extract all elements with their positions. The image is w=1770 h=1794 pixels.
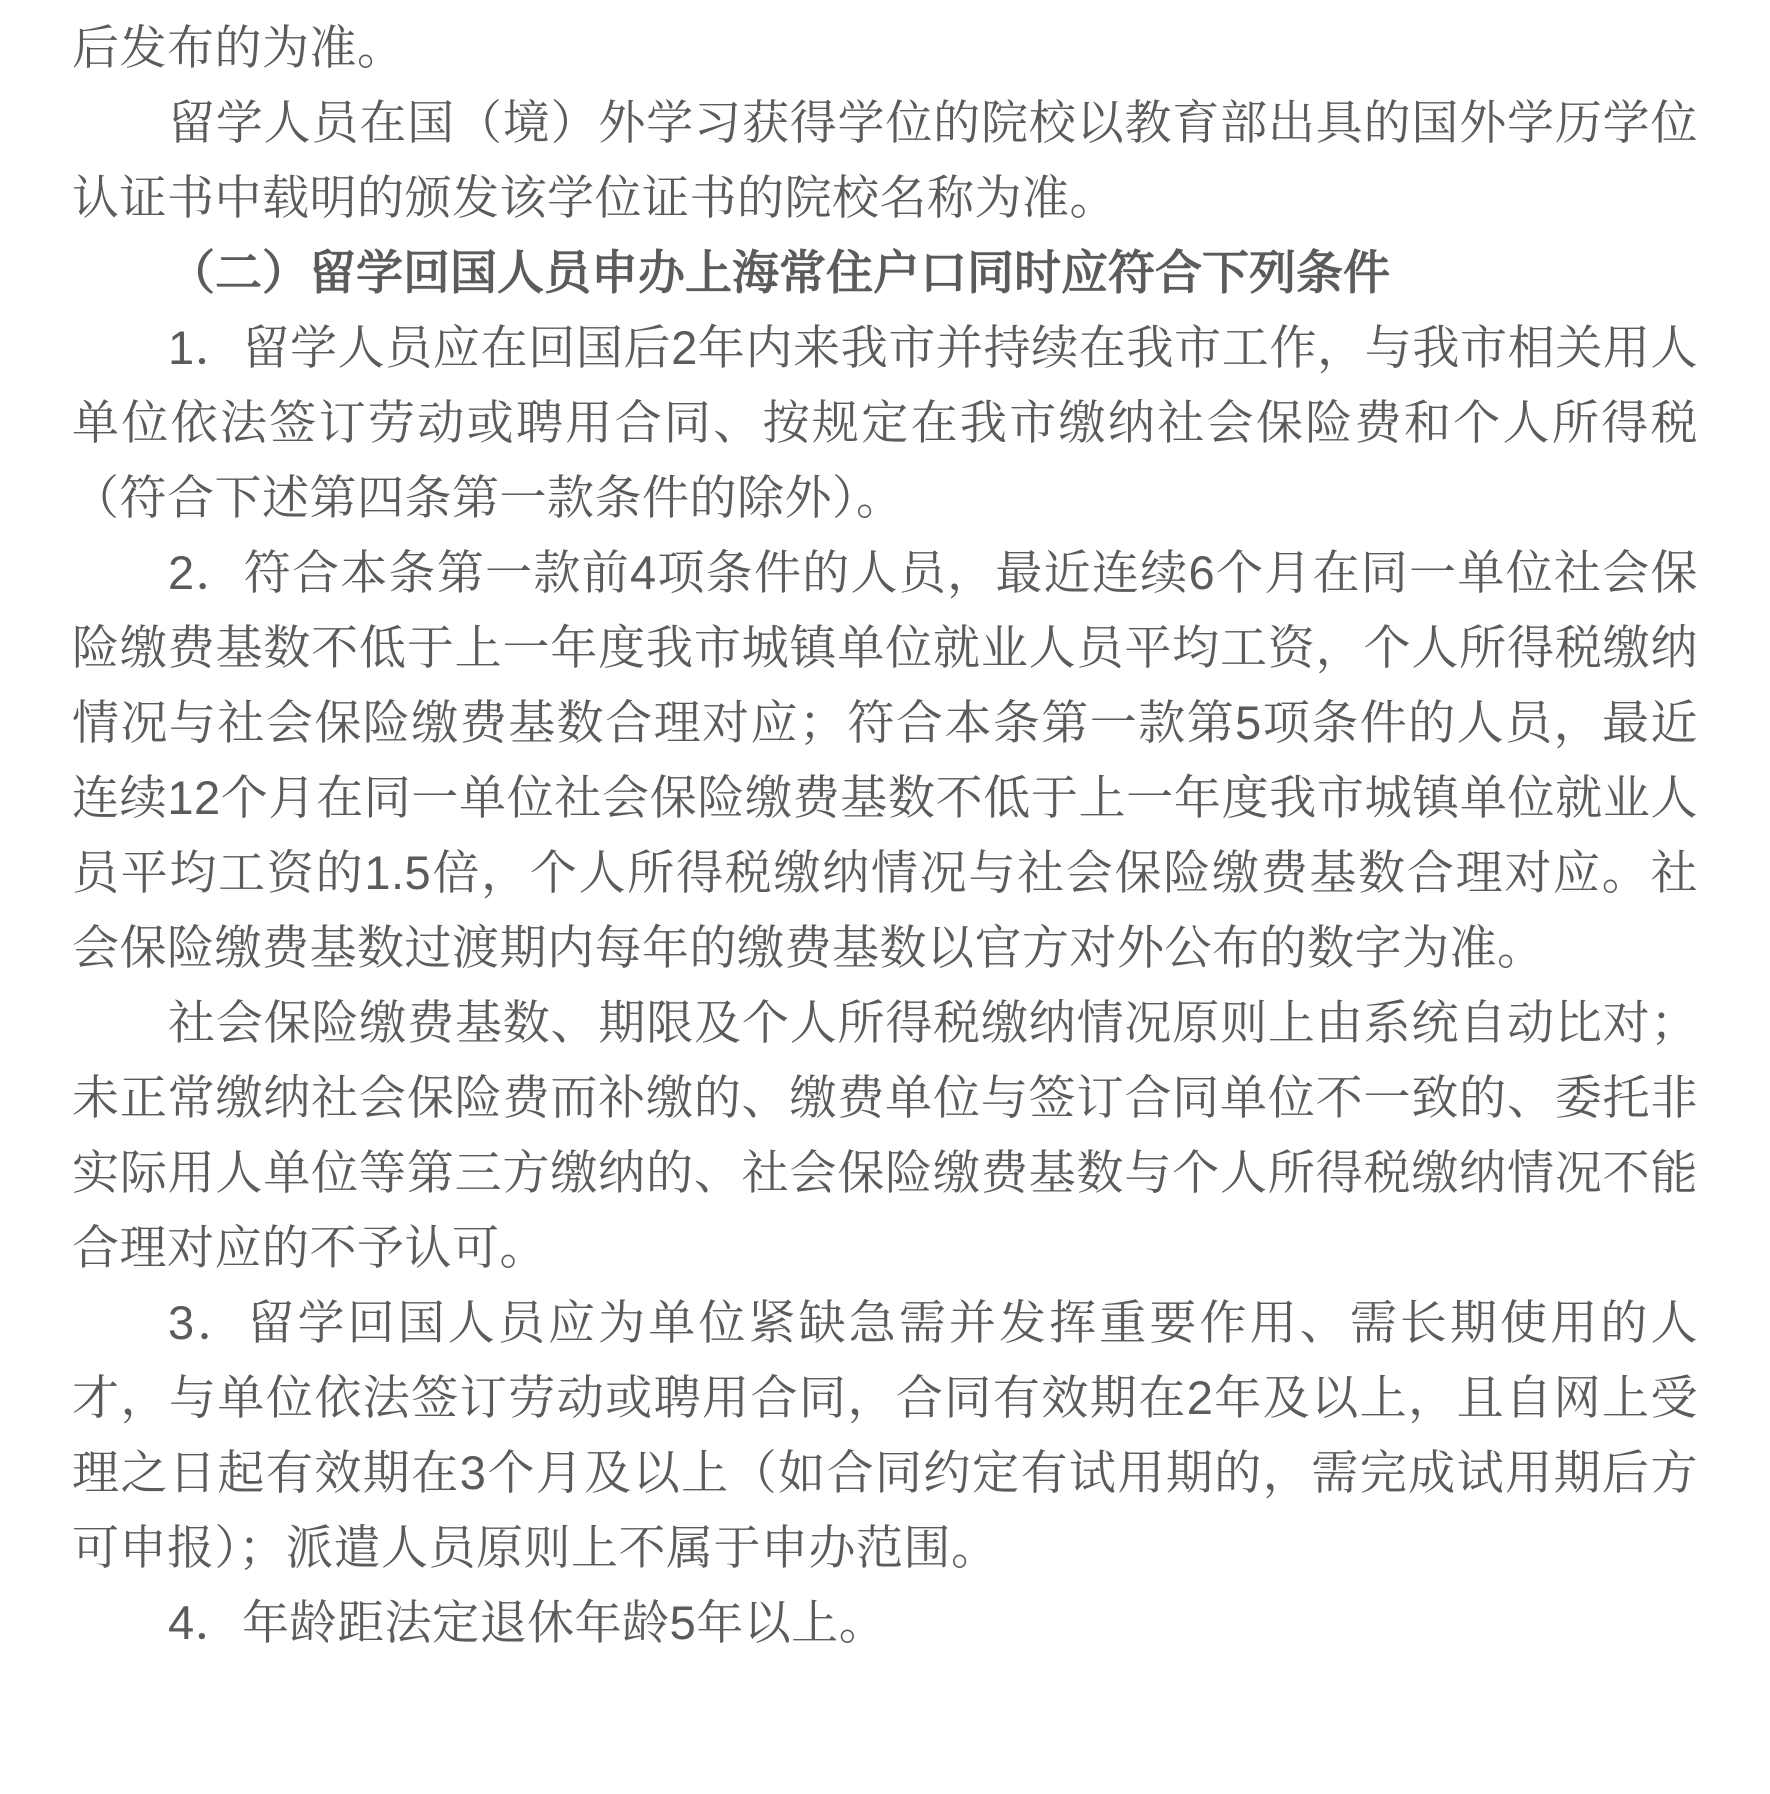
paragraph-item-1: 1．留学人员应在回国后2年内来我市并持续在我市工作，与我市相关用人单位依法签订劳动或聘用合同、按规定在我市缴纳社会保险费和个人所得税（符合下述第四条第一款条件的除外）。 xyxy=(72,321,1698,524)
paragraph-item-3: 3．留学回国人员应为单位紧缺急需并发挥重要作用、需长期使用的人才，与单位依法签订劳动或聘用合同，合同有效期在2年及以上，且自网上受理之日起有效期在3个月及以上（如合同约定有试用期的，需完成试用期后方可申报）；派遣人员原则上不属于申办范围。 xyxy=(72,1296,1698,1574)
section-heading-2: （二）留学回国人员申办上海常住户口同时应符合下列条件 xyxy=(168,246,1390,299)
paragraph-continuation: 后发布的为准。 xyxy=(72,21,405,74)
paragraph-item-2: 2．符合本条第一款前4项条件的人员，最近连续6个月在同一单位社会保险缴费基数不低于上一年度我市城镇单位就业人员平均工资，个人所得税缴纳情况与社会保险缴费基数合理对应；符合本条第一款第5项条件的人员，最近连续12个月在同一单位社会保险缴费基数不低于上一年度我市城镇单位就业人员平均工资的1.5倍，个人所得税缴纳情况与社会保险缴费基数合理对应。社会保险缴费基数过渡期内每年的缴费基数以官方对外公布的数字为准。 xyxy=(72,546,1698,974)
paragraph-degree-institution: 留学人员在国（境）外学习获得学位的院校以教育部出具的国外学历学位认证书中载明的颁发该学位证书的院校名称为准。 xyxy=(72,96,1698,224)
paragraph-item-4: 4．年龄距法定退休年龄5年以上。 xyxy=(168,1596,887,1649)
paragraph-item-2-note: 社会保险缴费基数、期限及个人所得税缴纳情况原则上由系统自动比对；未正常缴纳社会保险费而补缴的、缴费单位与签订合同单位不一致的、委托非实际用人单位等第三方缴纳的、社会保险缴费基数与个人所得税缴纳情况不能合理对应的不予认可。 xyxy=(72,996,1698,1274)
